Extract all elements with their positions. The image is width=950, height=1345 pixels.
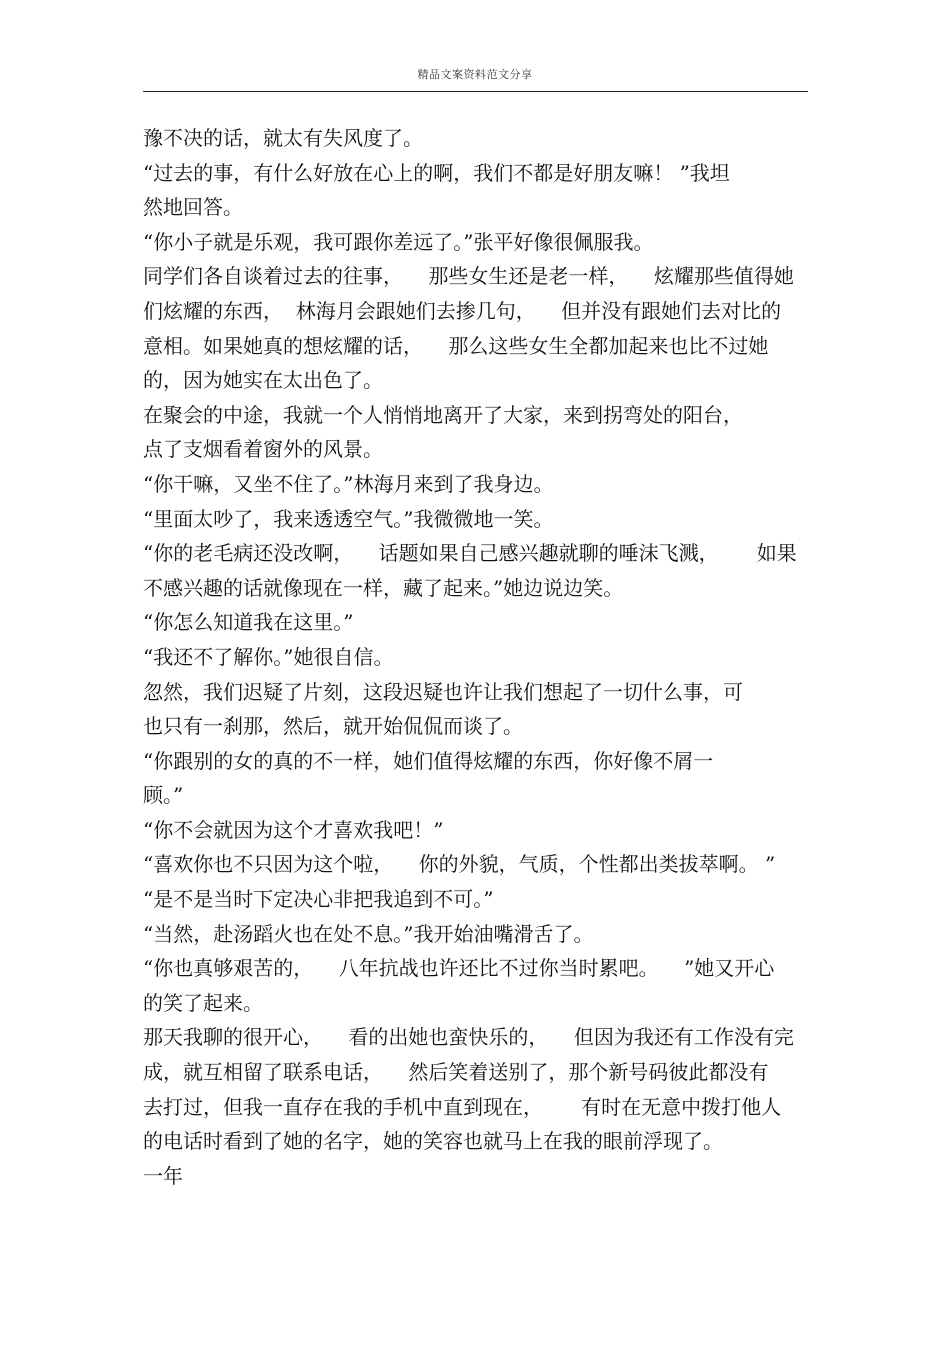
text-line: 不感兴趣的话就像现在一样，藏了起来。”她边说边笑。 <box>143 575 624 600</box>
text-line: 豫不决的话，就太有失风度了。 <box>143 126 423 150</box>
text-line: 在聚会的中途，我就一个人悄悄地离开了大家，来到拐弯处的阳台， <box>143 402 743 427</box>
header-divider <box>143 91 808 92</box>
text-line: “里面太吵了，我来透透空气。”我微微地一笑。 <box>143 506 554 531</box>
text-line: “你怎么知道我在这里。” <box>143 610 354 635</box>
text-line: 的笑了起来。 <box>143 990 263 1015</box>
text-line: “我还不了解你。”她很自信。 <box>143 644 394 669</box>
text-line: 顾。” <box>143 783 184 808</box>
text-line: 的，因为她实在太出色了。 <box>143 368 383 393</box>
text-line: 点了支烟看着窗外的风景。 <box>143 437 383 462</box>
text-line: “你的老毛病还没改啊， 话题如果自己感兴趣就聊的唾沫飞溅， 如果 <box>143 541 797 566</box>
text-line: 的电话时看到了她的名字，她的笑容也就马上在我的眼前浮现了。 <box>143 1129 723 1154</box>
text-line: 也只有一刹那，然后，就开始侃侃而谈了。 <box>143 714 523 739</box>
text-line: 们炫耀的东西， 林海月会跟她们去掺几句， 但并没有跟她们去对比的 <box>143 298 782 323</box>
text-line: 一年 <box>143 1163 183 1188</box>
text-line: “你不会就因为这个才喜欢我吧！” <box>143 817 444 842</box>
text-line: “你也真够艰苦的， 八年抗战也许还比不过你当时累吧。 ”她又开心 <box>143 956 775 981</box>
page-header: 精品文案资料范文分享 <box>417 68 533 81</box>
text-line: “你干嘛，又坐不住了。”林海月来到了我身边。 <box>143 471 554 496</box>
text-line: “你小子就是乐观，我可跟你差远了。”张平好像很佩服我。 <box>143 229 654 254</box>
text-line: 然地回答。 <box>143 195 243 220</box>
text-line: 去打过，但我一直存在我的手机中直到现在， 有时在无意中拨打他人 <box>143 1094 782 1119</box>
text-line: 成，就互相留了联系电话， 然后笑着送别了，那个新号码彼此都没有 <box>143 1060 769 1085</box>
text-line: “当然，赴汤蹈火也在处不息。”我开始油嘴滑舌了。 <box>143 921 594 946</box>
text-line: 同学们各自谈着过去的往事， 那些女生还是老一样， 炫耀那些值得她 <box>143 264 794 289</box>
text-line: “是不是当时下定决心非把我追到不可。” <box>143 887 494 912</box>
text-line: 那天我聊的很开心， 看的出她也蛮快乐的， 但因为我还有工作没有完 <box>143 1025 794 1050</box>
text-line: “你跟别的女的真的不一样，她们值得炫耀的东西，你好像不屑一 <box>143 748 714 773</box>
text-line: “喜欢你也不只因为这个啦， 你的外貌，气质，个性都出类拔萃啊。 ” <box>143 852 776 877</box>
text-line: “过去的事，有什么好放在心上的啊，我们不都是好朋友嘛！ ”我坦 <box>143 160 730 185</box>
document-body <box>143 121 808 1193</box>
text-line: 忽然，我们迟疑了片刻，这段迟疑也许让我们想起了一切什么事，可 <box>143 679 743 704</box>
text-line: 意相。如果她真的想炫耀的话， 那么这些女生全都加起来也比不过她 <box>143 333 769 358</box>
